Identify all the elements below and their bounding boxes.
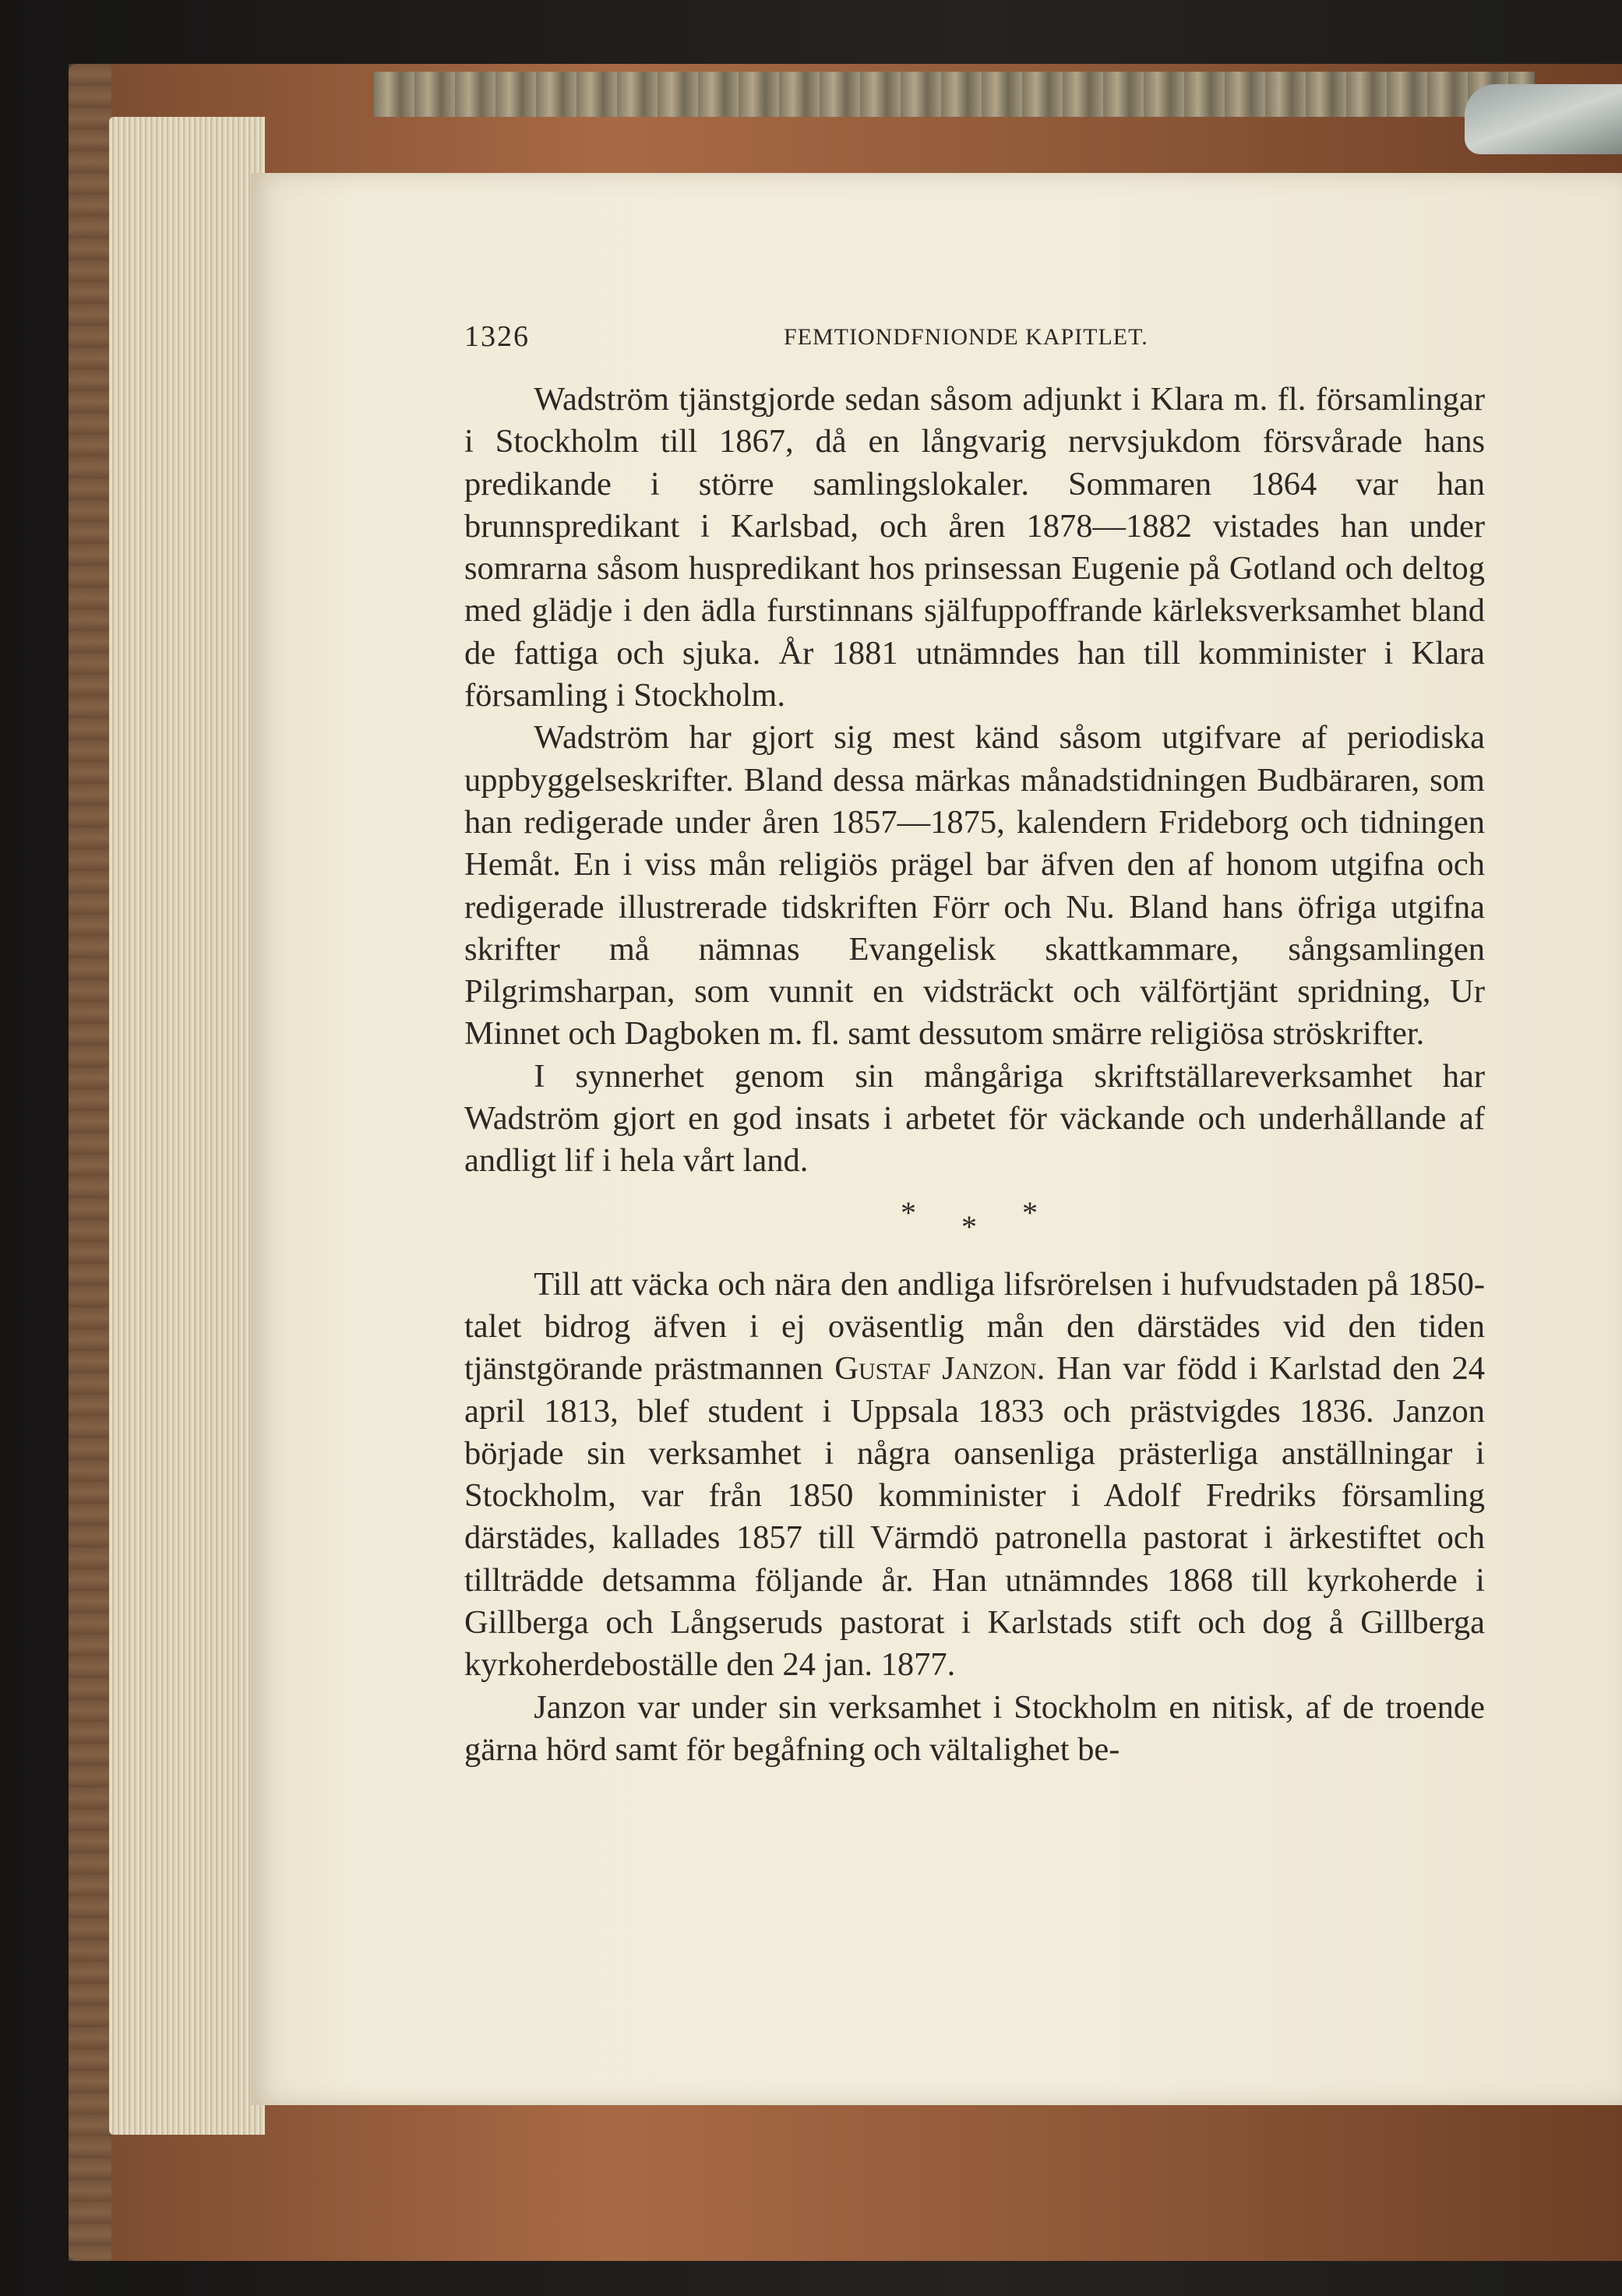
page-edges [109,117,265,2135]
paragraph-2: Wadström har gjort sig mest känd såsom utgifvare af periodiska uppbyggelseskrifter. Bland dessa märkas månadstidningen Budbäraren, som han redigerade under åren 1857—1875, kalendern Frideborg och tidningen Hemåt. En i viss mån religiös prägel bar äfven den af honom utgifna och redigerade illustrerade tidskriften Förr och Nu. Bland hans öfriga utgifna skrifter må nämnas Evangelisk skattkammare, sångsamlingen Pilgrimsharpan, som vunnit en vidsträckt och välförtjänt spridning, Ur Minnet och Dagboken m. fl. samt dessutom smärre religiösa ströskrifter. [464,719,1485,1053]
paragraph-1: Wadström tjänstgjorde sedan såsom adjunkt i Klara m. fl. församlingar i Stockholm till 1867, då en långvarig nervsjukdom försvårade hans predikande i större samlingslokaler. Sommaren 1864 var han brunnspredikant i Karlsbad, och åren 1878—1882 vistades han under somrarna såsom huspredikant hos prinsessan Eugenie på Gotland och deltog med glädje i den ädla furstinnans själfuppoffrande kärleksverksamhet bland de fattiga och sjuka. År 1881 utnämndes han till komminister i Klara församling i Stockholm. [464,381,1485,714]
asterisk-middle: * [961,1208,977,1244]
book-headband [374,72,1535,117]
paragraph-4-start: Till att väcka och nära den andliga lifsrörelsen i hufvudstaden på 1850-talet bidrog äfven i ej oväsentlig mån den därstädes vid den tiden tjänstgörande prästmannen [464,1265,1485,1388]
paragraph-5: Janzon var under sin verksamhet i Stockholm en nitisk, af de troende gärna hörd samt för begåfning och vältalighet be- [464,1688,1485,1768]
body-text [464,379,1485,1771]
page-number: 1326 [464,320,530,353]
page-header [464,319,1477,358]
paragraph-4-rest: . Han var född i Karlstad den 24 april 1813, blef student i Uppsala 1833 och prästvigdes 1836. Janzon började sin verksamhet i några oansenliga prästerliga anställningar i Stockholm, var från 1850 komminister i Adolf Fredriks församling därstädes, kallades 1857 till Värmdö patronella pastorat i ärkestiftet och tillträdde detsamma följande år. Han utnämndes 1868 till kyrkoherde i Gillberga och Långseruds pastorat i Karlstads stift och dog å Gillberga kyrkoherdeboställe den 24 jan. 1877. [464,1350,1485,1684]
section-break-asterism [464,1183,1485,1264]
asterisk-left: * [901,1194,916,1230]
person-name: Gustaf Janzon [834,1350,1037,1388]
paragraph-4 [464,1264,1485,1687]
running-head: FEMTIONDFNIONDE KAPITLET. [784,324,1148,350]
asterisk-right: * [1022,1194,1038,1230]
bookmark-ribbon [1465,84,1622,154]
paragraph-3: I synnerhet genom sin mångåriga skriftställareverksamhet har Wadström gjort en god insats i arbetet för väckande och underhållande af andligt lif i hela vårt land. [464,1057,1485,1180]
